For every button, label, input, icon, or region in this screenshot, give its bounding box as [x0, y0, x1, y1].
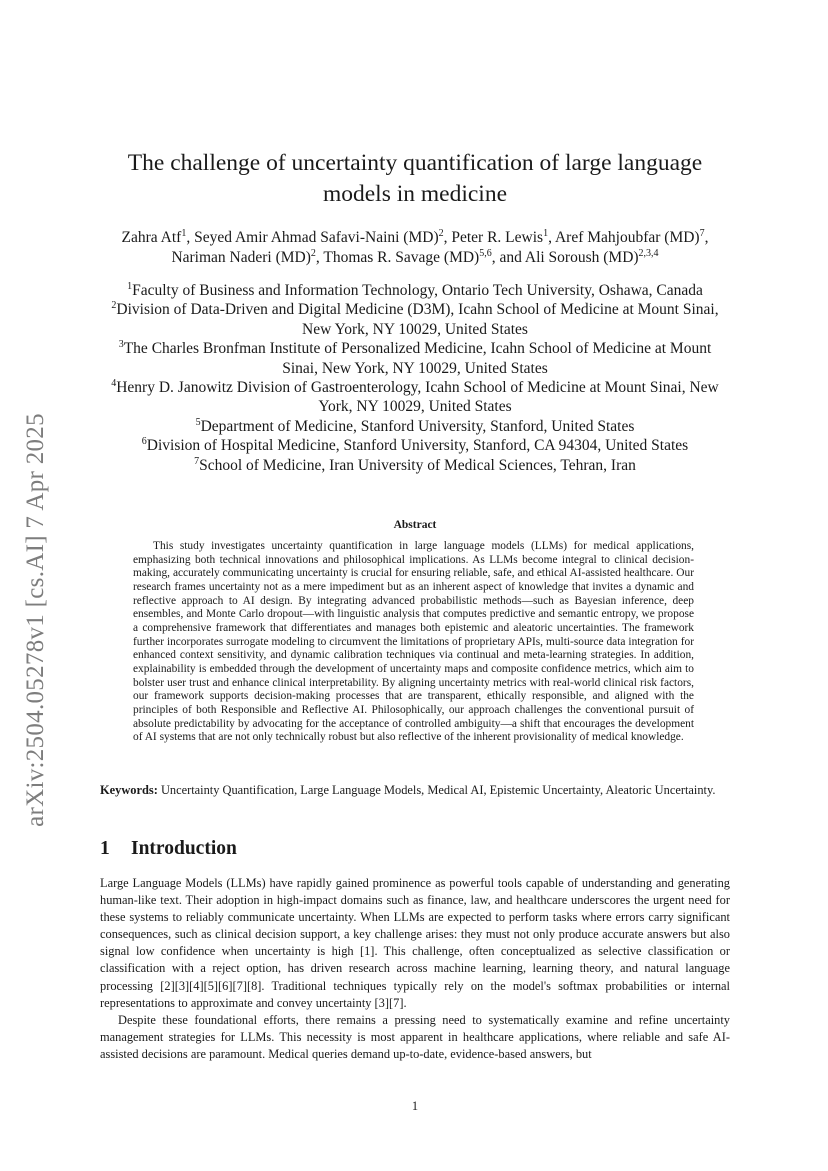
abstract-heading: Abstract	[393, 519, 437, 531]
arxiv-identifier: arXiv:2504.05278v1 [cs.AI] 7 Apr 2025	[22, 413, 49, 827]
affiliation-list	[100, 281, 730, 475]
keywords-label: Keywords:	[100, 783, 158, 797]
section-title: Introduction	[131, 838, 237, 859]
author: Aref Mahjoubfar (MD)$^7$	[554, 227, 705, 246]
affiliation: $^2$Division of Data-Driven and Digital Medicine (D3M), Icahn School of Medicine at Mount Sinai, New York, NY 10029, United States	[111, 300, 719, 338]
affiliation: $^7$School of Medicine, Iran University of Medical Sciences, Tehran, Iran	[194, 455, 636, 474]
keywords	[100, 782, 732, 798]
author: Thomas R. Savage (MD)$^{5,6}$	[323, 247, 492, 266]
page-number: 1	[411, 1099, 419, 1113]
author: Zahra Atf$^1$	[121, 227, 187, 246]
introduction-body	[100, 875, 730, 1063]
author: Nariman Naderi (MD)$^2$	[171, 247, 316, 266]
author: Ali Soroush (MD)$^{2,3,4}$	[524, 247, 659, 266]
paragraph: Large Language Models (LLMs) have rapidly gained prominence as powerful tools capable of understanding and generating human-like text. Their adoption in high-impact domains such as finance, law, and healthcare underscores the urgent need for these systems to reliably communicate uncertainty. When LLMs are expected to perform tasks where errors carry significant consequences, such as clinical decision support, a key challenge arises: they must not only produce accurate answers but also signal low confidence when uncertainty is high [1]. This challenge, often conceptualized as selective classification or classification with a reject option, has driven research across machine learning, learning theory, and natural language processing [2][3][4][5][6][7][8]. Traditional techniques typically rely on the model's softmax probabilities or internal representations to approximate and convey uncertainty [3][7].	[100, 876, 730, 1010]
affiliation: $^4$Henry D. Janowitz Division of Gastroenterology, Icahn School of Medicine at Mount Sinai, New York, NY 10029, United States	[111, 377, 719, 416]
paragraph: Despite these foundational efforts, there remains a pressing need to systematically examine and refine uncertainty management strategies for LLMs. This necessity is most apparent in healthcare applications, where reliable and safe AI-assisted decisions are paramount. Medical queries demand up-to-date, evidence-based answers, but	[100, 1012, 730, 1061]
paper-title: The challenge of uncertainty quantification of large language models in medicine	[127, 150, 703, 207]
affiliation: $^5$Department of Medicine, Stanford University, Stanford, United States	[195, 416, 635, 435]
affiliation: $^6$Division of Hospital Medicine, Stanford University, Stanford, CA 94304, United States	[141, 436, 689, 455]
affiliation: $^3$The Charles Bronfman Institute of Personalized Medicine, Icahn School of Medicine at Mount Sinai, New York, NY 10029, United States	[118, 339, 712, 377]
author: Seyed Amir Ahmad Safavi-Naini (MD)$^2$	[194, 227, 444, 246]
section-heading	[100, 838, 237, 860]
author-list: Zahra Atf$^1$, Seyed Amir Ahmad Safavi-Naini (MD)$^2$, Peter R. Lewis$^1$, Aref Mahjoubfar (MD)$^7$, Nariman Naderi (MD)$^2$, Thomas R. Savage (MD)$^{5,6}$, and Ali Soroush (MD)$^{2,3,4}$	[121, 227, 709, 266]
author: Peter R. Lewis$^1$	[451, 227, 549, 246]
abstract-text: This study investigates uncertainty quantification in large language models (LLMs) for medical applications, emphasizing both technical innovations and philosophical implications. As LLMs become integral to clinical decision-making, accurately communicating uncertainty is crucial for ensuring reliable, safe, and ethical AI-assisted healthcare. Our research frames uncertainty not as a mere impediment but as an inherent aspect of knowledge that invites a dynamic and reflective approach to AI design. By integrating advanced probabilistic methods—such as Bayesian inference, deep ensembles, and Monte Carlo dropout—with linguistic analysis that computes predictive and semantic entropy, we propose a comprehensive framework that differentiates and manages both epistemic and aleatoric uncertainties. The framework further incorporates surrogate modeling to circumvent the limitations of proprietary APIs, multi-source data integration for enhanced context sensitivity, and dynamic calibration techniques via continual and meta-learning strategies. In addition, explainability is embedded through the development of uncertainty maps and composite confidence metrics, which aim to bolster user trust and enhance clinical interpretability. By aligning uncertainty metrics with real-world clinical risk factors, our framework supports decision-making processes that are transparent, ethically responsible, and aligned with the principles of both Responsible and Reflective AI. Philosophically, our approach challenges the conventional pursuit of absolute predictability by advocating for the acceptance of controlled ambiguity—a shift that encourages the development of AI systems that are not only technically robust but also reflective of the inherent provisionality of medical knowledge.	[133, 540, 694, 744]
arxiv-sidebar	[18, 380, 54, 860]
section-number: 1	[100, 838, 110, 859]
affiliation: $^1$Faculty of Business and Information Technology, Ontario Tech University, Oshawa, Canada	[127, 280, 703, 299]
keywords-text: Uncertainty Quantification, Large Language Models, Medical AI, Epistemic Uncertainty, Aleatoric Uncertainty.	[160, 783, 716, 797]
